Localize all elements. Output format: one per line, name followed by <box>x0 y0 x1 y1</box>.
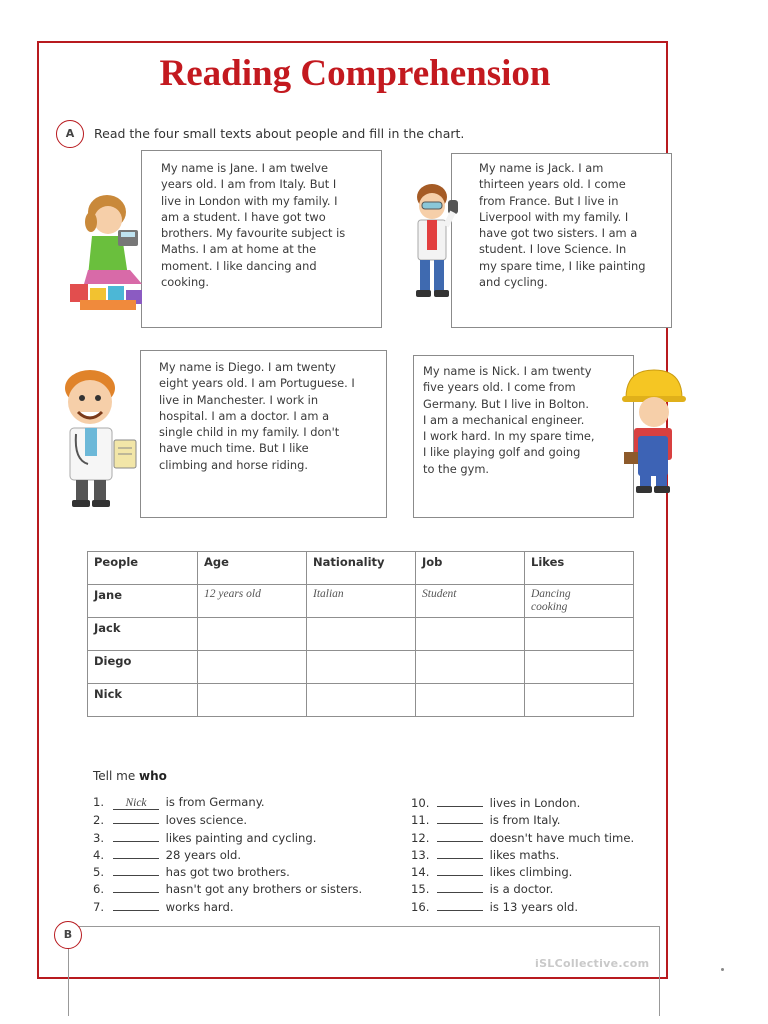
table-header-row <box>88 552 634 585</box>
question-text: likes painting and cycling. <box>162 830 317 845</box>
text-box-nick <box>413 355 634 518</box>
likes-cell[interactable] <box>525 651 634 684</box>
text-line: years old. I am from Italy. But I <box>161 177 337 192</box>
answer-blank[interactable] <box>113 847 159 859</box>
text-line: cooking. <box>161 275 210 290</box>
text-line: from France. But I live in <box>479 193 619 208</box>
person-cell: Jane <box>88 585 198 618</box>
nationality-cell[interactable] <box>307 618 416 651</box>
girl-with-calculator-illustration <box>60 192 156 316</box>
question-number: 10. <box>411 796 430 810</box>
text-line: my spare time, I like painting <box>479 258 646 273</box>
text-line: student. I love Science. In <box>479 242 627 257</box>
text-line: am a student. I have got two <box>161 209 326 224</box>
question-text: lives in London. <box>486 796 581 810</box>
page-title: Reading Comprehension <box>159 53 551 94</box>
text-line: brothers. My favourite subject is <box>161 226 346 241</box>
questions-left-list <box>93 795 362 916</box>
answer-blank[interactable] <box>437 881 483 893</box>
list-item <box>411 812 634 829</box>
answer-blank[interactable] <box>113 830 159 842</box>
likes-cell[interactable]: Dancing cooking <box>525 585 634 618</box>
table-row <box>88 618 634 651</box>
question-number: 1. <box>93 795 105 809</box>
text-line: have got two sisters. I am a <box>479 226 638 241</box>
question-number: 7. <box>93 899 105 914</box>
text-line: have much time. But I like <box>159 441 309 456</box>
list-item <box>411 847 634 864</box>
text-line: My name is Nick. I am twenty <box>423 364 592 378</box>
question-number: 15. <box>411 882 430 897</box>
question-number: 5. <box>93 865 105 880</box>
column-header: Job <box>416 552 525 585</box>
questions-right-list <box>411 795 634 916</box>
text-line: Maths. I am at home at the <box>161 242 317 257</box>
answer-blank[interactable]: Nick <box>113 798 159 810</box>
text-line: I am a mechanical engineer. <box>423 412 585 427</box>
question-text: likes maths. <box>486 847 560 862</box>
job-cell[interactable] <box>416 651 525 684</box>
text-box-diego <box>140 350 387 518</box>
column-header: Age <box>198 552 307 585</box>
question-number: 13. <box>411 847 430 862</box>
text-line: climbing and horse riding. <box>159 457 308 472</box>
list-item <box>93 881 362 898</box>
question-number: 4. <box>93 847 105 862</box>
nationality-cell[interactable]: Italian <box>307 585 416 618</box>
list-item <box>93 864 362 881</box>
column-header: People <box>88 552 198 585</box>
text-line: I like playing golf and going <box>423 445 581 460</box>
person-cell: Jack <box>88 618 198 651</box>
column-header: Likes <box>525 552 634 585</box>
section-b-badge: B <box>54 921 82 949</box>
list-item <box>93 830 362 847</box>
list-item <box>93 899 362 916</box>
answer-blank[interactable] <box>437 830 483 842</box>
list-item <box>93 795 362 812</box>
question-text: 28 years old. <box>162 847 242 862</box>
question-text: has got two brothers. <box>162 865 290 880</box>
nationality-cell[interactable] <box>307 684 416 717</box>
text-line: My name is Jack. I am <box>479 161 604 175</box>
text-line: five years old. I come from <box>423 380 576 395</box>
text-line: Germany. But I live in Bolton. <box>423 396 589 411</box>
table-row <box>88 651 634 684</box>
text-line: moment. I like dancing and <box>161 258 317 273</box>
text-line: live in London with my family. I <box>161 193 338 208</box>
text-line: to the gym. <box>423 461 490 476</box>
likes-cell[interactable] <box>525 618 634 651</box>
question-text: likes climbing. <box>486 865 573 880</box>
table-row <box>88 585 634 618</box>
question-text: doesn't have much time. <box>486 830 635 845</box>
section-b-box <box>68 926 660 1016</box>
age-cell[interactable]: 12 years old <box>198 585 307 618</box>
answer-blank[interactable] <box>113 899 159 911</box>
answer-blank[interactable] <box>437 847 483 859</box>
list-item <box>411 881 634 898</box>
question-number: 6. <box>93 882 105 897</box>
question-number: 14. <box>411 865 430 880</box>
text-line: My name is Jane. I am twelve <box>161 161 329 175</box>
job-cell[interactable] <box>416 684 525 717</box>
text-line: I work hard. In my spare time, <box>423 429 595 444</box>
question-text: is a doctor. <box>486 882 554 897</box>
section-a-instruction: Read the four small texts about people and fill in the chart. <box>94 126 465 141</box>
question-text: is from Italy. <box>486 813 561 828</box>
nationality-cell[interactable] <box>307 651 416 684</box>
doctor-illustration <box>54 368 144 510</box>
tell-me-prefix: Tell me <box>93 769 140 783</box>
job-cell[interactable] <box>416 618 525 651</box>
age-cell[interactable] <box>198 618 307 651</box>
text-line: Liverpool with my family. I <box>479 209 629 224</box>
list-item <box>411 899 634 916</box>
age-cell[interactable] <box>198 684 307 717</box>
text-line: live in Manchester. I work in <box>159 392 319 407</box>
list-item <box>411 830 634 847</box>
text-box-jane <box>141 150 382 328</box>
tell-me-who-heading <box>93 769 167 783</box>
answer-blank[interactable] <box>437 812 483 824</box>
question-number: 3. <box>93 830 105 845</box>
watermark: iSLCollective.com <box>535 957 650 970</box>
decorative-dot <box>721 968 724 971</box>
question-text: hasn't got any brothers or sisters. <box>162 882 363 897</box>
column-header: Nationality <box>307 552 416 585</box>
text-line: and cycling. <box>479 275 548 290</box>
list-item <box>411 864 634 881</box>
job-cell[interactable]: Student <box>416 585 525 618</box>
table-row <box>88 684 634 717</box>
text-line: single child in my family. I don't <box>159 425 340 440</box>
list-item <box>411 795 634 812</box>
question-text: is from Germany. <box>162 795 265 809</box>
question-text: is 13 years old. <box>486 899 579 914</box>
answer-blank[interactable] <box>113 881 159 893</box>
question-number: 11. <box>411 813 430 828</box>
question-number: 12. <box>411 830 430 845</box>
section-a-badge: A <box>56 120 84 148</box>
answer-blank[interactable] <box>437 795 483 807</box>
tell-me-emphasis: who <box>139 769 167 783</box>
text-line: eight years old. I am Portuguese. I <box>159 376 355 391</box>
text-line: My name is Diego. I am twenty <box>159 360 336 374</box>
text-line: thirteen years old. I come <box>479 177 626 192</box>
question-number: 16. <box>411 899 430 914</box>
question-number: 2. <box>93 813 105 828</box>
person-cell: Diego <box>88 651 198 684</box>
answer-blank[interactable] <box>113 864 159 876</box>
answer-blank[interactable] <box>113 812 159 824</box>
engineer-illustration <box>618 366 688 498</box>
answer-blank[interactable] <box>437 899 483 911</box>
question-text: works hard. <box>162 899 234 914</box>
text-box-jack <box>451 153 672 328</box>
question-text: loves science. <box>162 813 248 828</box>
boy-scientist-illustration <box>406 180 470 304</box>
age-cell[interactable] <box>198 651 307 684</box>
answer-blank[interactable] <box>437 864 483 876</box>
person-cell: Nick <box>88 684 198 717</box>
list-item <box>93 847 362 864</box>
info-chart-table <box>87 551 634 717</box>
likes-cell[interactable] <box>525 684 634 717</box>
list-item <box>93 812 362 829</box>
text-line: hospital. I am a doctor. I am a <box>159 408 330 423</box>
